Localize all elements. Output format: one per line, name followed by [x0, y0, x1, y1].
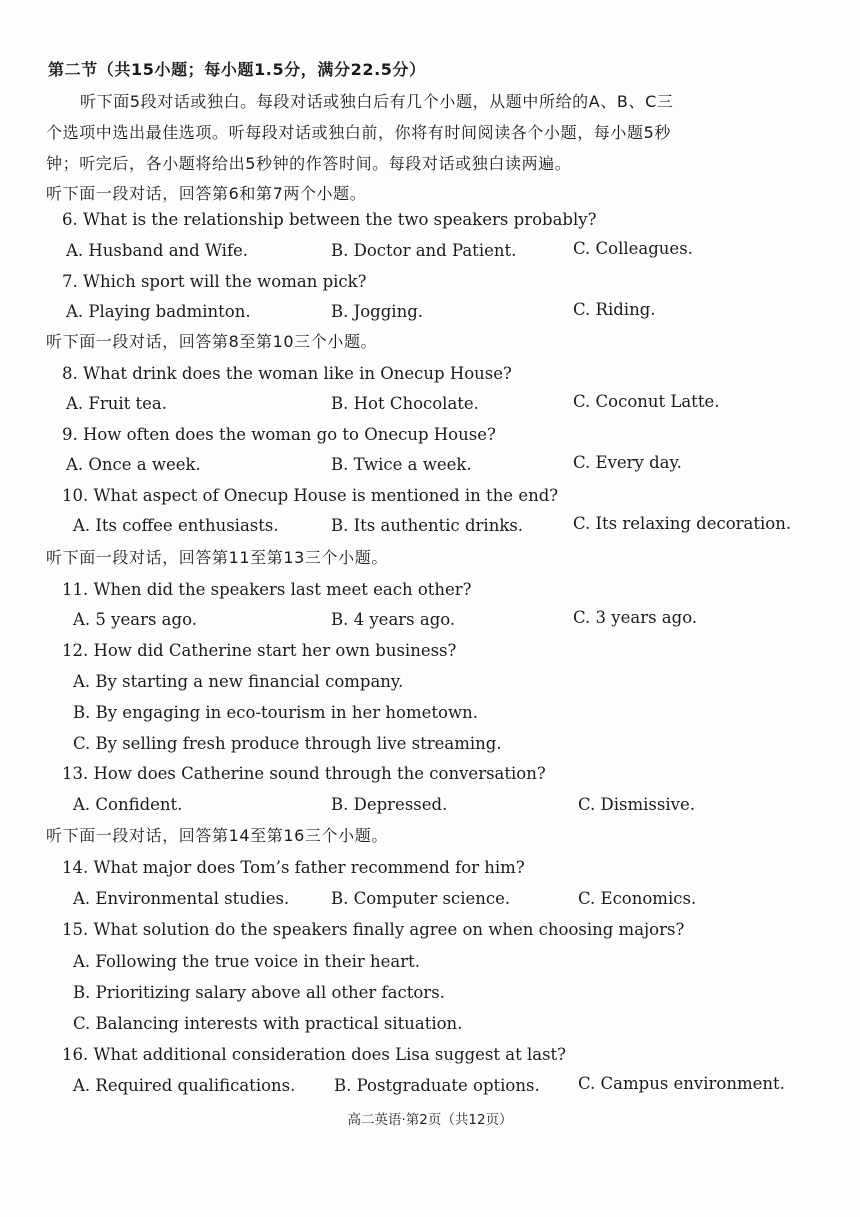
option-b: B. Jogging. [331, 302, 423, 321]
option-c: C. Dismissive. [578, 795, 695, 814]
option-a: A. Fruit tea. [66, 394, 167, 413]
option-b: B. Hot Chocolate. [331, 394, 479, 413]
option-b: B. 4 years ago. [331, 610, 456, 629]
option-c: C. Coconut Latte. [573, 392, 720, 411]
option-b: B. Computer science. [331, 889, 511, 908]
instruction-line: 钟；听完后，各小题将给出5秒钟的作答时间。每段对话或独白读两遍。 [46, 154, 572, 173]
option-a: A. 5 years ago. [73, 610, 197, 629]
option-c: C. Riding. [573, 300, 656, 319]
option-b: B. Its authentic drinks. [331, 516, 524, 535]
question-stem: 9. How often does the woman go to Onecup House? [62, 425, 496, 444]
option-c: C. Campus environment. [578, 1074, 785, 1093]
option-a: A. Confident. [73, 795, 183, 814]
group-intro: 听下面一段对话，回答第6和第7两个小题。 [46, 184, 367, 203]
option-b: B. Depressed. [331, 795, 448, 814]
option-a: A. Required qualifications. [73, 1076, 296, 1095]
section-title: 第二节（共15小题；每小题1.5分，满分22.5分） [48, 60, 426, 79]
page-footer: 高二英语·第2页（共12页） [347, 1112, 513, 1128]
question-stem: 10. What aspect of Onecup House is mentioned in the end? [62, 486, 559, 505]
question-stem: 15. What solution do the speakers finally agree on when choosing majors? [62, 920, 685, 939]
option-a: A. Husband and Wife. [66, 241, 249, 260]
option-a: A. Environmental studies. [73, 889, 290, 908]
option-b: B. By engaging in eco-tourism in her hometown. [73, 703, 478, 722]
option-b: B. Prioritizing salary above all other factors. [73, 983, 445, 1002]
question-stem: 8. What drink does the woman like in Onecup House? [62, 364, 512, 383]
option-a: A. Once a week. [66, 455, 201, 474]
question-stem: 12. How did Catherine start her own business? [62, 641, 457, 660]
option-a: A. Playing badminton. [66, 302, 251, 321]
option-c: C. Its relaxing decoration. [573, 514, 792, 533]
option-c: C. Colleagues. [573, 239, 693, 258]
option-c: C. Economics. [578, 889, 697, 908]
option-c: C. Balancing interests with practical situation. [73, 1014, 463, 1033]
question-stem: 6. What is the relationship between the two speakers probably? [62, 210, 597, 229]
option-a: A. Following the true voice in their heart. [73, 952, 420, 971]
option-b: B. Twice a week. [331, 455, 472, 474]
question-stem: 14. What major does Tom’s father recommend for him? [62, 858, 525, 877]
option-c: C. By selling fresh produce through live streaming. [73, 734, 502, 753]
group-intro: 听下面一段对话，回答第11至第13三个小题。 [46, 548, 388, 567]
question-stem: 7. Which sport will the woman pick? [62, 272, 367, 291]
group-intro: 听下面一段对话，回答第14至第16三个小题。 [46, 826, 388, 845]
question-stem: 13. How does Catherine sound through the conversation? [62, 764, 546, 783]
group-intro: 听下面一段对话，回答第8至第10三个小题。 [46, 332, 378, 351]
option-b: B. Postgraduate options. [334, 1076, 540, 1095]
instruction-line: 个选项中选出最佳选项。听每段对话或独白前，你将有时间阅读各个小题，每小题5秒 [46, 123, 671, 142]
question-stem: 11. When did the speakers last meet each other? [62, 580, 472, 599]
option-b: B. Doctor and Patient. [331, 241, 517, 260]
instruction-line: 听下面5段对话或独白。每段对话或独白后有几个小题，从题中所给的A、B、C三 [80, 92, 674, 111]
option-a: A. By starting a new financial company. [73, 672, 404, 691]
option-c: C. 3 years ago. [573, 608, 698, 627]
option-a: A. Its coffee enthusiasts. [73, 516, 279, 535]
option-c: C. Every day. [573, 453, 682, 472]
question-stem: 16. What additional consideration does Lisa suggest at last? [62, 1045, 567, 1064]
